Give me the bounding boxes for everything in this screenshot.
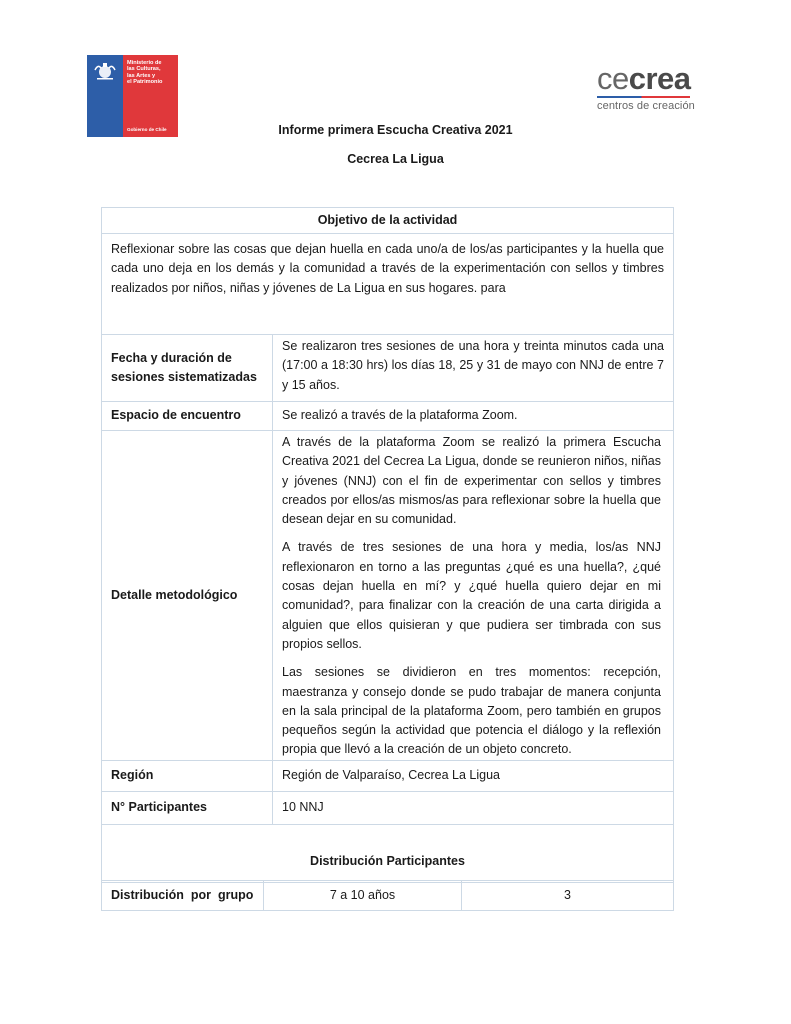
document-title: Informe primera Escucha Creativa 2021 (278, 123, 513, 137)
document-subtitle: Cecrea La Ligua (347, 152, 444, 166)
distribution-count: 3 (462, 881, 674, 911)
distribution-label: Distribución por grupo (102, 881, 264, 911)
objective-heading-row (102, 208, 674, 234)
row-value-region: Región de Valparaíso, Cecrea La Ligua (273, 760, 674, 791)
row-label-fecha: Fecha y duración de sesiones sistematizadas (102, 335, 273, 402)
detalle-paragraph-1: A través de la plataforma Zoom se realizó la primera Escucha Creativa 2021 del Cecrea La Ligua, donde se reunieron niños, niñas y jóvenes (NNJ) con el fin de experimentar con sellos y timbres creados por ellos/as mismos/as para reflexionar sobre la huella que desean dejar en su comunidad. (282, 435, 661, 527)
cecrea-tagline: centros de creación (597, 100, 695, 112)
cecrea-wordmark: cecrea (597, 61, 691, 96)
distribution-table (101, 880, 674, 911)
objective-body-row (102, 234, 674, 335)
table-row (102, 335, 674, 402)
activity-report-table (101, 207, 674, 883)
objective-heading: Objetivo de la actividad (102, 208, 674, 234)
ministry-name: Ministerio de las Culturas, las Artes y el Patrimonio (127, 60, 163, 86)
row-value-fecha: Se realizaron tres sesiones de una hora y treinta minutos cada una (17:00 a 18:30 hrs) los días 18, 25 y 31 de mayo con NNJ de entre 7 y 15 años. (273, 335, 674, 402)
distribution-heading: Distribución Participantes (102, 824, 674, 882)
objective-body: Reflexionar sobre las cosas que dejan huella en cada uno/a de los/as participantes y la huella que cada uno deja en los demás y la comunidad a través de la experimentación con sellos y timbres realizados por niños, niñas y jóvenes de La Ligua en sus hogares. para (102, 234, 674, 335)
row-value-detalle (273, 431, 674, 761)
distribution-row (102, 881, 674, 911)
row-label-participantes: N° Participantes (102, 791, 273, 824)
row-label-detalle: Detalle metodológico (102, 431, 273, 761)
cecrea-color-bar (597, 96, 690, 98)
row-label-espacio: Espacio de encuentro (102, 402, 273, 431)
row-value-participantes: 10 NNJ (273, 791, 674, 824)
table-row (102, 791, 674, 824)
detalle-paragraph-3: Las sesiones se dividieron en tres momentos: recepción, maestranza y consejo donde se pudo trabajar de manera conjunta en la sala principal de la plataforma Zoom, pero también en grupos pequeños según la actividad que potencia el diálogo y la reflexión propia que llevó a la creación de un objeto concreto. (282, 665, 661, 757)
row-value-espacio: Se realizó a través de la plataforma Zoom. (273, 402, 674, 431)
row-label-region: Región (102, 760, 273, 791)
cecrea-logo (597, 61, 697, 112)
government-label: Gobierno de Chile (127, 127, 167, 132)
table-row (102, 760, 674, 791)
table-row (102, 402, 674, 431)
coat-of-arms-icon (93, 61, 117, 81)
distribution-age-range: 7 a 10 años (264, 881, 462, 911)
table-row (102, 431, 674, 761)
distribution-heading-row (102, 824, 674, 882)
detalle-paragraph-2: A través de tres sesiones de una hora y media, los/as NNJ reflexionaron en torno a las preguntas ¿qué es una huella?, ¿qué cosas dejan huella en mí? y ¿qué huella quiero dejar en mi comunidad?, para finalizar con la creación de una carta dirigida a alguien que ellos quisieran y que pudiera ser timbrada con sus propios sellos. (282, 540, 661, 651)
